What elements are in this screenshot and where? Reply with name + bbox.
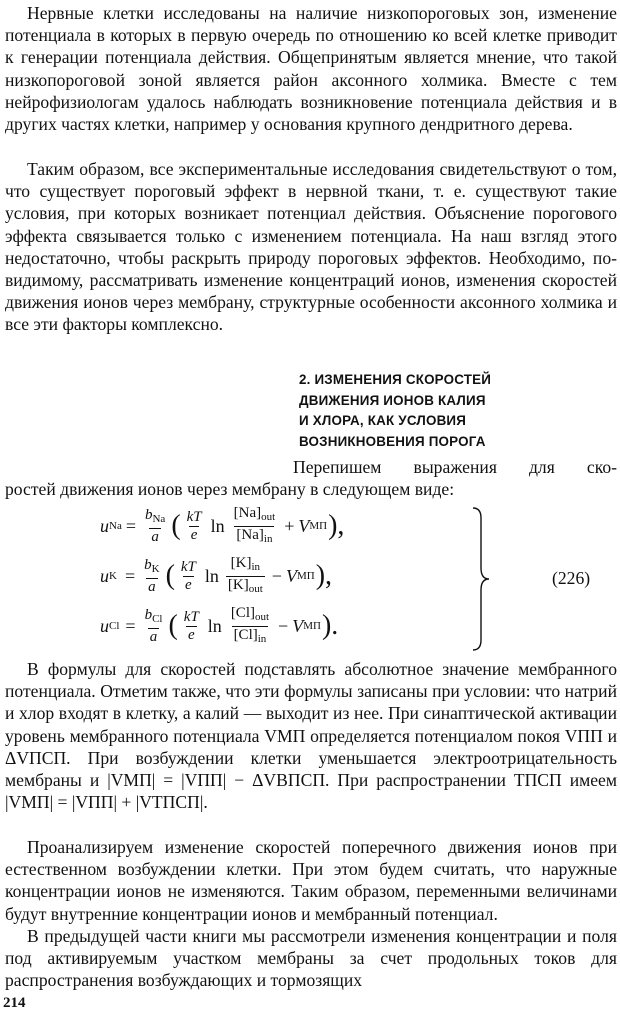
eq-lhs: u xyxy=(100,565,109,586)
eq-ln: ln xyxy=(207,615,222,636)
intro-line-1: Перепишем выражения для ско- xyxy=(293,457,617,477)
eq-potential: V xyxy=(298,515,310,536)
conc-denominator: [Na] xyxy=(236,526,264,543)
conc-numerator: [Cl] xyxy=(230,604,255,621)
kt-denominator: e xyxy=(187,626,195,643)
section-heading-line: ДВИЖЕНИЯ ИОНОВ КАЛИЯ xyxy=(299,392,486,408)
section-heading xyxy=(299,370,599,452)
eq-tail: ). xyxy=(321,610,339,641)
eq-potential-sub: МП xyxy=(309,520,328,532)
eq-kt-fraction xyxy=(185,509,204,544)
eq-coefficient xyxy=(142,557,161,596)
eq-potential: V xyxy=(285,565,297,586)
eq-coefficient xyxy=(143,507,167,546)
conc-numerator-sub: in xyxy=(251,560,261,573)
right-curly-brace xyxy=(470,506,492,652)
eq-kt-fraction xyxy=(179,559,198,594)
paragraph-ion-velocities: Проанализируем изменение скоростей поперечного движения ионов при естественном возбуждении клетки. При этом будем считать, что наружные концентрации ионов не изменяются. Таким образом, переменными величинами будут внутренние концентрации ионов и мембранный потенциал. xyxy=(5,837,617,924)
equation-number: (226) xyxy=(552,568,591,588)
eq-concentration-ratio xyxy=(232,505,278,548)
kt-numerator: kT xyxy=(180,558,196,575)
eq-lhs-subscript: K xyxy=(109,570,117,582)
coef-numerator: b xyxy=(144,606,153,623)
coef-numerator: b xyxy=(144,506,153,523)
eq-lhs: u xyxy=(100,615,109,636)
eq-ln: ln xyxy=(210,515,225,536)
eq-operator: − xyxy=(278,615,289,636)
kt-numerator: kT xyxy=(183,608,199,625)
eq-coefficient xyxy=(143,607,165,646)
conc-denominator: [K] xyxy=(227,576,249,593)
eq-potential-sub: МП xyxy=(303,620,321,632)
paragraph-membrane-potential: В формулы для скоростей подставлять абсолютное значение мембранного потенциала. Отметим также, что эти формулы записаны при условии: что натрий и хлор входят в клетку, а калий — выходит из нее. При синаптической активации уровень мембранного потенциала VМП определяется потенциалом покоя VПП и ΔVПСП. При возбуждении клетки уменьшается электроотрицательность мембраны и |VМП| = |VПП| − ΔVВПСП. При распространении ТПСП имеем |VМП| = |VПП| + |VТПСП|. xyxy=(5,659,617,813)
conc-denominator: [Cl] xyxy=(233,626,258,643)
eq-ln: ln xyxy=(204,565,219,586)
kt-denominator: e xyxy=(185,576,192,593)
eq-operator: + xyxy=(284,515,295,536)
eq-lhs: u xyxy=(100,515,109,536)
coef-subscript: K xyxy=(151,562,160,575)
conc-denominator-sub: in xyxy=(257,632,267,645)
conc-numerator: [K] xyxy=(230,554,252,571)
eq-lhs-subscript: Na xyxy=(109,520,122,532)
eq-tail: ), xyxy=(315,560,333,591)
coef-denominator: a xyxy=(148,578,156,595)
section-heading-line: 2. ИЗМЕНЕНИЯ СКОРОСТЕЙ xyxy=(299,372,492,387)
paragraph-previous-part: В предыдущей части книги мы рассмотрели изменения концентрации и поля под активируемым участком мембраны за счет продольных токов для распространения возбуждающих и тормозящих xyxy=(5,926,617,991)
coef-subscript: Na xyxy=(152,512,166,525)
page-number: 214 xyxy=(3,995,26,1011)
conc-denominator-sub: out xyxy=(248,582,263,595)
intro-line-2: ростей движения ионов через мембрану в следующем виде: xyxy=(5,479,455,500)
eq-potential-sub: МП xyxy=(296,570,315,582)
kt-denominator: e xyxy=(190,526,198,543)
paragraph-threshold-effect: Таким образом, все экспериментальные исследования свидетельствуют о том, что существует пороговый эффект в нервной ткани, т. е. существуют такие условия, при которых возникает потенциал действия. Объяснение порогового эффекта связывается только с изменением потенциала. На наш взгляд этого недостаточно, чтобы раскрыть природу пороговых эффектов. Необходимо, по-видимому, рассматривать изменение концентраций ионов, изменения скоростей движения ионов через мембрану, структурные особенности аксонного холмика и все эти факторы комплексно. xyxy=(5,159,617,335)
eq-lhs-subscript: Cl xyxy=(109,620,120,632)
equation-row-chloride: u Cl = $\frac{b_{Cl}}{a}$ ( $\frac{kT}{e}$ ln $\frac{[Cl]_{out}}{[Cl]_{in}}$ − V МП ). xyxy=(100,606,339,646)
coef-subscript: Cl xyxy=(152,612,163,625)
conc-numerator-sub: out xyxy=(261,510,276,523)
eq-potential: V xyxy=(292,615,304,636)
eq-concentration-ratio xyxy=(229,605,271,648)
coef-denominator: a xyxy=(151,528,159,545)
eq-operator: − xyxy=(271,565,282,586)
eq-kt-fraction xyxy=(182,609,201,644)
eq-concentration-ratio xyxy=(226,555,265,598)
conc-numerator-sub: out xyxy=(254,610,270,623)
coef-numerator: b xyxy=(144,556,152,573)
equation-row-sodium: u Na = $\frac{b_{Na}}{a}$ ( $\frac{kT}{e}$ ln $\frac{[Na]_{out}}{[Na]_{in}}$ + V МП ), xyxy=(100,506,345,546)
section-heading-line: ВОЗНИКНОВЕНИЯ ПОРОГА xyxy=(299,433,486,449)
conc-numerator: [Na] xyxy=(233,504,262,521)
coef-denominator: a xyxy=(149,628,158,645)
conc-denominator-sub: in xyxy=(263,532,273,545)
kt-numerator: kT xyxy=(186,508,202,525)
section-heading-line: И ХЛОРА, КАК УСЛОВИЯ xyxy=(299,413,467,428)
eq-tail: ), xyxy=(328,510,345,541)
paragraph-threshold-zones: Нервные клетки исследованы на наличие низкопороговых зон, изменение потенциала в которых в первую очередь по отношению ко всей клетке приводит к генерации потенциала действия. Общепринятым является мнение, что такой низкопороговой зоной является район аксонного холмика. Вместе с тем нейрофизиологам удалось наблюдать возникновение потенциала действия и в других частях клетки, например у основания крупного дендритного дерева. xyxy=(5,3,617,135)
paragraph-rewrite-intro xyxy=(5,456,617,500)
equation-row-potassium: u K = $\frac{b_K}{a}$ ( $\frac{kT}{e}$ ln $\frac{[K]_{in}}{[K]_{out}}$ − V МП ), xyxy=(100,556,333,596)
